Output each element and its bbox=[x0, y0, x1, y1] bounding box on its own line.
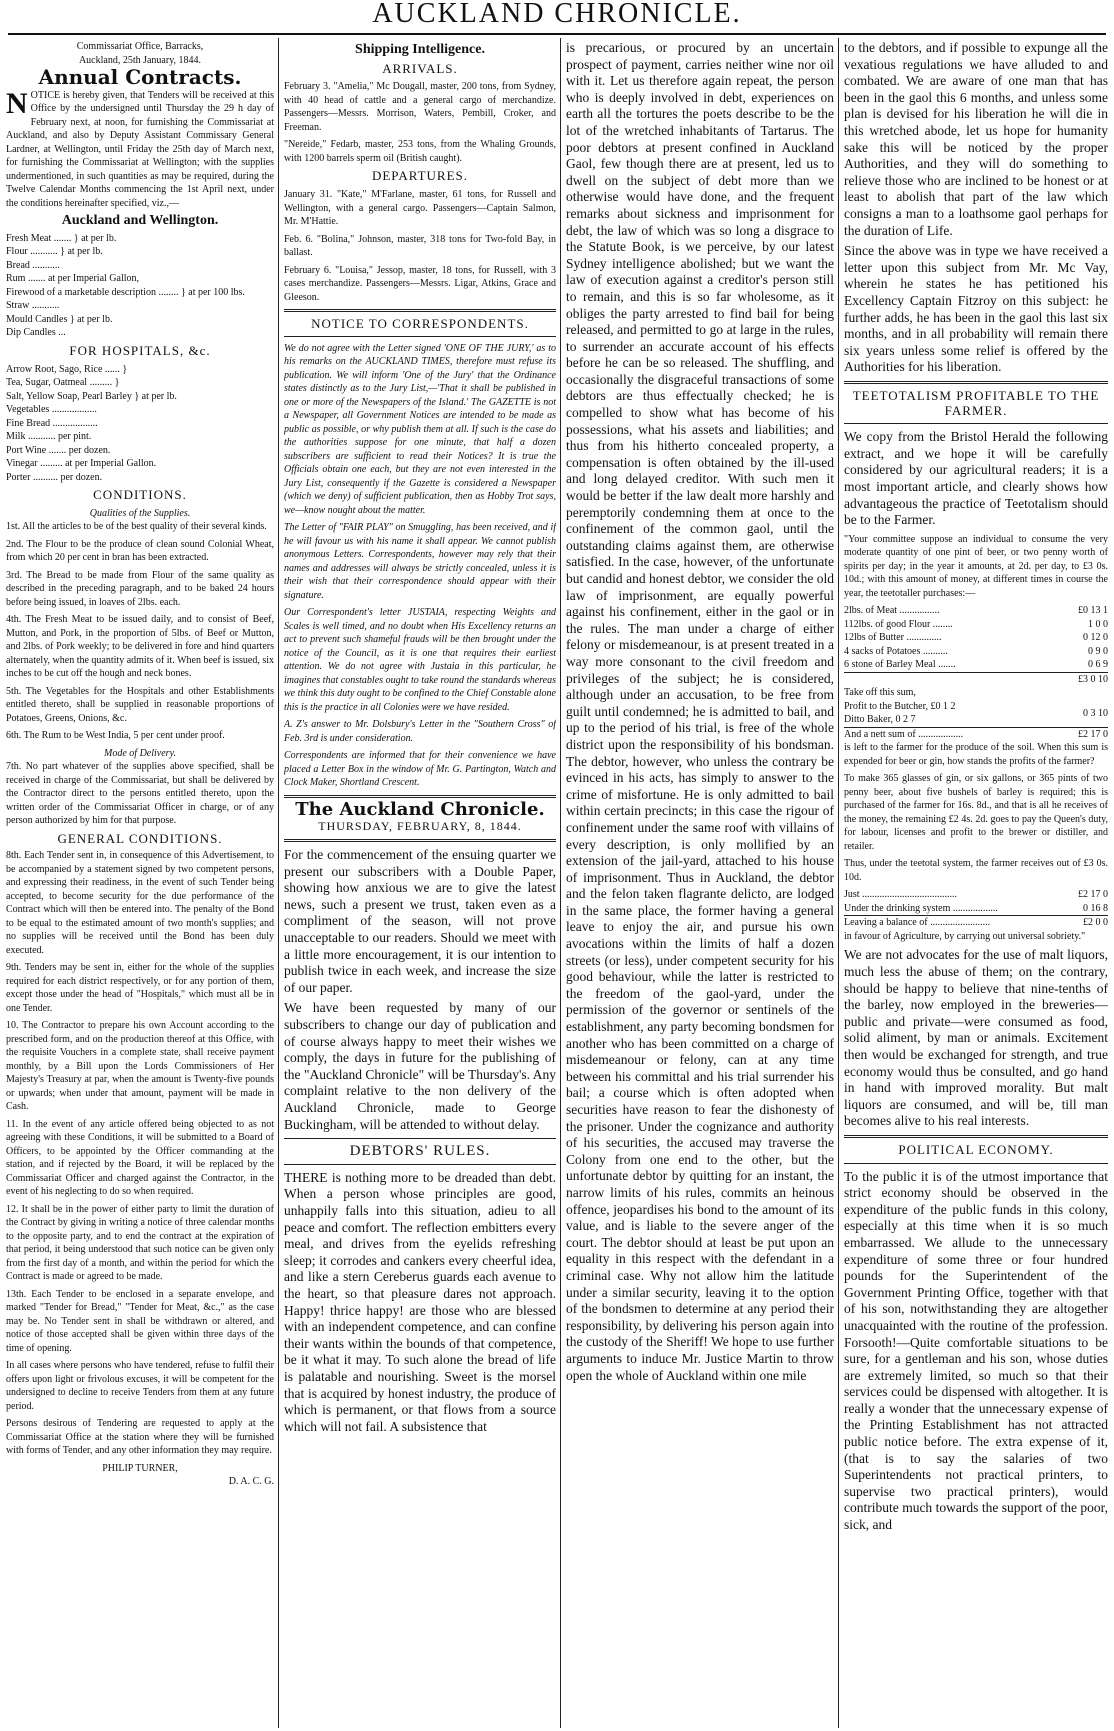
supply-item: Salt, Yellow Soap, Pearl Barley } at per lb. bbox=[6, 390, 177, 402]
purchase-row: 112lbs. of good Flour ........ 1 0 0 bbox=[844, 618, 1108, 630]
debtors-article: THERE is nothing more to be dreaded than debt. When a person whose principles are good, unhappily falls into this situation, adieu to all peace and comfort. The reflection embitters every meal, and drives from the eyelids refreshing sleep; it corrodes and cankers every cheerful idea, and like a stern Cereberus guards each avenue to the heart, so that pleasure dares not approach. Happy! thrice happy! are those who are blessed with an independent competence, and can confine their wants within the bounds of that competence, be it what it may. To such alone the bread of life is palatable and nourishing. Sweet is the morsel that is acquired by honest industry, the produce of which is permanent, or that flows from a source which will not fail. A subsistence that bbox=[284, 1169, 556, 1434]
purchase-table bbox=[844, 604, 1108, 741]
supply-list bbox=[6, 232, 274, 340]
section-divider bbox=[284, 336, 556, 337]
purchase-total: £3 0 10 bbox=[844, 672, 1108, 687]
column-divider bbox=[838, 38, 839, 1728]
purchase-row: 12lbs of Butter .............. 0 12 0 bbox=[844, 632, 1108, 644]
condition-item: 4th. The Fresh Meat to be issued daily, and to consist of Beef, Mutton, and Pork, in the proportion of 5lbs. of Beef or Mutton, and 2lbs. of Pork weekly; to be delivered in fore and hind quarters alternately, when the quantity admits of it. When beef is issued, six inches to be cut off the hough and neck bones. bbox=[6, 614, 274, 680]
supply-item: Firewood of a marketable description ........ } at per 100 lbs. bbox=[6, 286, 245, 298]
column-4 bbox=[844, 40, 1108, 1730]
section-divider bbox=[284, 839, 556, 842]
political-economy-text: To the public it is of the utmost importance that strict economy should be observed in the expenditure of the public funds in this colony, especially at this time when it is so much embarrassed. We allude to the unnecessary expenditure of some three or four hundred pounds for the Superintendent of the Government Printing Office, together with that of his son, notwithstanding they are altogether unacquainted with the routine of the profession. Forsooth!—Quite comfortable situations to be sure, for a gentleman and his son, whose duties are extremely limited, so much so that their services could be dispensed with altogether. It is really a wonder that the unnecessary expense of the Printing Establishment has not attracted public notice before. The extra expense of it, (that is to say the salaries of two Superintendents not practical printers, to supervise two practical printers), would contribute much towards the support of the poor, sick, and bbox=[844, 1168, 1108, 1533]
general-conditions-heading: GENERAL CONDITIONS. bbox=[57, 830, 223, 846]
teetotalism-text: in favour of Agriculture, by carrying out universal sobriety." bbox=[844, 930, 1086, 942]
section-divider bbox=[844, 381, 1108, 384]
purchase-row: 4 sacks of Potatoes .......... 0 9 0 bbox=[844, 645, 1108, 657]
supply-item: Straw ........... bbox=[6, 300, 60, 312]
debtors-article-end: to the debtors, and if possible to expunge all the vexatious regulations we have alluded to and combated. We are aware of one man that has been in the gaol this 6 months, and unless some plan is devised for his liberation he will die in this wretched abode, let us hope for humanity sake this will be noticed by the proper Authorities, and they will do something to relieve those who are inclined to be honest or at least to abolish that part of the law which consigns a man to a loathsome gaol perhaps for the duration of Life. bbox=[844, 40, 1108, 238]
teetotalism-heading: TEETOTALISM PROFITABLE TO THE FARMER. bbox=[852, 387, 1100, 418]
shipping-heading: Shipping Intelligence. bbox=[355, 42, 485, 57]
correspondent-notice: The Letter of "FAIR PLAY" on Smuggling, has been received, and if he will favour us with his name it shall appear. We cannot publish anonymous Letters. Correspondents, however may rely that their names and addresses will always be strictly concealed, unless it is their wish that their correspondence should appear with their signature. bbox=[284, 522, 556, 601]
paper-date: THURSDAY, FEBRUARY, 8, 1844. bbox=[318, 819, 522, 834]
butcher-baker-lines bbox=[844, 700, 1108, 727]
nett-line: And a nett sum of .................. £2 17 0 bbox=[844, 728, 1108, 740]
comparison-row: Leaving a balance of ........................ £2 0 0 bbox=[844, 917, 1108, 929]
teetotalism-text: Thus, under the teetotal system, the farmer receives out of £3 0s. 10d. bbox=[844, 858, 1108, 883]
supply-item: Mould Candles } at per lb. bbox=[6, 313, 113, 325]
general-condition-item: In all cases where persons who have tendered, refuse to fulfil their offers upon light or frivolous excuses, it will be competent for the undersigned to decline to receive Tenders from them at any future period. bbox=[6, 1360, 274, 1412]
mcvay-paragraph: Since the above was in type we have received a letter upon this subject from Mr. Mc Vay, wherein he states he has petitioned his Excellency Captain Fitzroy on this subject: he further adds, he has been in the gaol this last six months, and in all probability will remain there six years unless some relief is offered by the Authorities for his liberation. bbox=[844, 243, 1108, 375]
correspondent-notice: Correspondents are informed that for their convenience we have placed a Letter Box in the window of Mr. G. Partington, Watch and Clock Maker, Shortland Crescent. bbox=[284, 750, 556, 789]
section-divider bbox=[844, 423, 1108, 424]
supply-item: Milk ........... per pint. bbox=[6, 431, 92, 443]
general-condition-item: 11. In the event of any article offered being objected to as not agreeing with these Conditions, it will be submitted to a Board of Officers, to be appointed by the Officer commanding at the station, and if rejected by the Board, it will be replaced by the Commissariat Officer and charged against the Contractor, in the event of his neglecting to do so when required. bbox=[6, 1118, 274, 1198]
departure-entry: February 6. "Louisa," Jessop, master, 18 tons, for Russell, with 3 cases merchandize. Passengers—Messrs. Ligar, Atkins, Grace and Gleeson. bbox=[284, 264, 556, 303]
editorial-paragraph: We have been requested by many of our subscribers to change our day of publication and of course always happy to meet their wishes we comply, the days in future for the publishing of the "Auckland Chronicle" will be Thursday's. Any complaint relative to the non delivery of the Auckland Chronicle, made to George Buckingham, will be attended to without delay. bbox=[284, 1000, 556, 1132]
supply-item: Port Wine ....... per dozen. bbox=[6, 444, 111, 456]
column-1 bbox=[6, 40, 274, 1730]
supply-item: Bread ........... bbox=[6, 259, 60, 271]
dateline-2: Auckland, 25th January, 1844. bbox=[78, 54, 202, 66]
debtors-rules-heading: DEBTORS' RULES. bbox=[349, 1143, 491, 1160]
signer-title: D. A. C. G. bbox=[228, 1476, 274, 1488]
butcher-line: Profit to the Butcher, £0 1 2 bbox=[844, 700, 956, 712]
teetotalism-comment: We are not advocates for the use of malt liquors, much less the abuse of them; on the contrary, should be happy to believe that nine-tenths of the barley, now employed in the breweries—public and private—were consumed as food, solid aliment, by man or animals. Excitement then would be exchanged for strength, and true economy would thus be consulted, and go hand in hand with improved morality. But malt liquors are consumed, and will be, till man becomes alive to his real interests. bbox=[844, 947, 1108, 1129]
take-off-line: Take off this sum, bbox=[844, 687, 916, 699]
comparison-table bbox=[844, 888, 1108, 930]
column-3 bbox=[566, 40, 834, 1730]
supply-item: Vinegar ......... at per Imperial Gallon. bbox=[6, 458, 157, 470]
departures-heading: DEPARTURES. bbox=[371, 168, 469, 184]
hospital-supply-list bbox=[6, 363, 274, 485]
general-condition-item: 12. It shall be in the power of either party to limit the duration of the Contract by giving in writing a notice of three calendar months to the opposite party, and to end the contract at the expiration of that period, it being understood that such notice can be given only from the first day of a month, and within the period for which the Contract is made or agreed to be made. bbox=[6, 1203, 274, 1283]
condition-item: 5th. The Vegetables for the Hospitals and other Establishments entitled thereto, shall be supplied in reasonable proportions of Potatoes, Greens, Onions, &c. bbox=[6, 685, 274, 724]
supply-item: Fresh Meat ....... } at per lb. bbox=[6, 232, 117, 244]
column-divider bbox=[560, 38, 561, 1728]
section-divider bbox=[844, 1135, 1108, 1138]
departure-entry: January 31. "Kate," M'Farlane, master, 61 tons, for Russell and Wellington, with a general cargo. Passengers—Captain Salmon, Mr. M'Hattie. bbox=[284, 189, 556, 228]
debtors-article-continued: is precarious, or procured by an uncertain prospect of payment, carries neither wine nor oil with it. Let us therefore again repeat, the person who is deeply involved in debt, experiences on earth all the tortures the poets describe to be the lot of the wretched inhabitants of Tartarus. The poor debtors at present confined in Auckland Gaol, few though there are at present, led us to dwell on the subject of debt more than we otherwise would have done, and the frequent remarks about sickness and imprisonment for debt, the law of which was so long a disgrace to the Statute Book, is we perceive, by our latest Sydney intelligence abolished; but we want the law of execution against a creditor's person still to remain, and this is so far wholesome, as it obliges the party arrested to find bail for being released, and permitted to go at large in the rules, to surrender an accurate account of his effects before he can be so released. The shuffling, and occasionally the disgraceful transactions of some debtors are thus effectually checked; he is compelled to show what has become of his possessions, what his assets and liabilities; and thus from his hitherto concealed property, a compensation is often obtained by the ill-used and long delayed creditor. With such men it would be better if the law dealt more harshly and peremptorily condemning them at once to the confinement of the common gaol, until the outstanding claims against them, are otherwise satisfied. In the case, however, of the unfortunate but candid and honest debtor, we consider the old law of imprisonment, are equally powerful against his confinement, either in the gaol or in the rules. The man under a charge of either felony or misdemeanour, is at present treated in a way more consonant to the civil freedom and privileges of the subject; he is considered, although under an accusation, to be free from guilt until condemned; he is admitted to bail, and up to the period of his trial, is free of the whole district upon the responsibility of his bondsman. The debtor, however, who unless the contrary be evinced in his acts, has simply to answer to the crime of misfortune. He is only admitted to bail within certain precincts; in this case the rigour of confinement under the same roof with villains of every description, is only mollified by an extension of the jail-yard, attached to his house of imprisonment. Thus in Auckland, the debtor and the felon taken flagrante delicto, are lodged in the same place, the former having a general leave to enjoy the air, and pursue his own avocations within the limits of half a dozen streets (or less), under competent security for his good behaviour, while the latter is restricted to the freedom of the gaol-yard, under the permission of the governor or sentinels of the establishment, any party becoming bondsmen for another who has been committed on a charge of misdemeanour or felony, can at any time between his committal and his trial surrender his bail; a course which is often adopted when securities have reason to fear the dishonesty of the prisoner. Under the cognizance and authority of his securities, the accused may traverse the Colony from one end to the other, but the unfortunate debtor by quitting for an instant, the narrow limits of his rules, commits an heinous offence, jeopardises his bond to the amount of its value, and is liable to the severe anger of the court. The debtor should at least be put upon an equality in this respect with the defendant in a criminal case. Why not allow him the latitude under a similar security, leaving it to the option of the bondsmen to determine at any period their responsibility, by delivering his person again into the custody of the Sheriff! We hope to use further arguments to induce Mr. Justice Martin to throw open the whole of Auckland within one mile bbox=[566, 40, 834, 1383]
supply-item: Vegetables .................. bbox=[6, 404, 97, 416]
butcher-baker-total: 0 3 10 bbox=[1083, 707, 1108, 719]
baker-line: Ditto Baker, 0 2 7 bbox=[844, 714, 916, 726]
departure-entry: Feb. 6. "Bolina," Johnson, master, 318 tons for Two-fold Bay, in ballast. bbox=[284, 233, 556, 259]
condition-item: 7th. No part whatever of the supplies above specified, shall be received in charge of the Commissariat, but shall be delivered by the Contractor direct to the persons entitled thereto, upon the written order of the Commissariat Officer in charge, or of any person authorized by him for that purpose. bbox=[6, 761, 274, 827]
column-2 bbox=[284, 40, 556, 1730]
supply-item: Dip Candles ... bbox=[6, 327, 66, 339]
correspondent-notice: Our Correspondent's letter JUSTAIA, respecting Weights and Scales is well timed, and no doubt when His Excellency returns an act to prevent such shameful frauds will be then brought under the notice of the Council, as it is one that requires their earliest attention. We do not agree with Justaia in this particular, he imagines that constables ought to take round the standards whereas we think this duty ought to be confined to the Chief Constable alone this is the practice in all Colonies were we have resided. bbox=[284, 607, 556, 713]
section-divider bbox=[284, 1138, 556, 1139]
purchase-row: 6 stone of Barley Meal ....... 0 6 9 bbox=[844, 659, 1108, 671]
masthead-rule bbox=[8, 33, 1106, 35]
annual-contracts-heading: Annual Contracts. bbox=[38, 65, 242, 89]
editorial-paragraph: For the commencement of the ensuing quarter we present our subscribers with a Double Paper, showing how anxious we are to give the latest news, such a present we trust, taken even as a compliment of the season, will not prove unacceptable to our readers. Should we meet with a little more encouragement, it is our intention to publish twice in each week, and increase the size of our paper. bbox=[284, 847, 556, 995]
signer-name: PHILIP TURNER, bbox=[102, 1462, 178, 1474]
condition-item: 3rd. The Bread to be made from Flour of the same quality as described in the preceding paragraph, and to be baked 24 hours before being issued, in loaves of 2lbs. each. bbox=[6, 569, 274, 608]
condition-item: 2nd. The Flour to be the produce of clean sound Colonial Wheat, from which 20 per cent in bran has been extracted. bbox=[6, 538, 274, 564]
correspondent-notice: A. Z's answer to Mr. Dolsbury's Letter in the "Southern Cross" of Feb. 3rd is under consideration. bbox=[284, 719, 556, 744]
section-divider bbox=[844, 1163, 1108, 1164]
teetotalism-text: To make 365 glasses of gin, or six gallons, or 365 pints of two penny beer, about five bushels of barley is required; this is purchased of the farmer for 16s. 8d., and that is all he receives of the money, the remaining £2 4s. 2d. goes to pay the Queen's duty, for labour, licenses and profit to the brewer or distiller, and retailer. bbox=[844, 773, 1108, 852]
conditions-heading: CONDITIONS. bbox=[93, 487, 187, 503]
supply-item: Flour ........... } at per lb. bbox=[6, 246, 103, 258]
teetotalism-text: is left to the farmer for the produce of the soil. When this sum is expended for beer or gin, how stands the profits of the farmer? bbox=[844, 742, 1108, 767]
general-condition-item: 10. The Contractor to prepare his own Account according to the prescribed form, and on the production thereof at this Office, with the requisite Vouchers in a complete state, shall receive payment monthly, by a Bill upon the Lords Commissioners of Her Majesty's Treasury at par, when the amount is Twenty-five pounds or upwards; when under that amount, payment will be made in Cash. bbox=[6, 1020, 274, 1113]
general-condition-item: 9th. Tenders may be sent in, either for the whole of the supplies required for each district respectively, or for any portion of them, except those under the head of "Hospitals," which must all be in one Tender. bbox=[6, 962, 274, 1014]
paper-title: The Auckland Chronicle. bbox=[295, 798, 545, 820]
condition-item: 6th. The Rum to be West India, 5 per cent under proof. bbox=[6, 730, 225, 742]
arrival-entry: "Nereide," Fedarb, master, 253 tons, from the Whaling Grounds, with 1200 barrels sperm oil (British caught). bbox=[284, 139, 556, 164]
arrival-entry: February 3. "Amelia," Mc Dougall, master, 200 tons, from Sydney, with 40 head of cattle and a general cargo of merchandize. Passengers—Messrs. Morrison, Waters, Pembill, Croker, and Freeman. bbox=[284, 81, 556, 133]
arrivals-heading: ARRIVALS. bbox=[382, 60, 458, 76]
comparison-row: Just ...................................... £2 17 0 bbox=[844, 889, 1108, 901]
general-condition-item: 13th. Each Tender to be enclosed in a separate envelope, and marked "Tender for Bread," "Tender for Meat, &c.," as the case may be. No Tender sent in shall be withdrawn or altered, and notice of those accepted shall be given within three days of the time of opening. bbox=[6, 1288, 274, 1354]
hospitals-heading: FOR HOSPITALS, &c. bbox=[69, 342, 211, 358]
drop-cap: N bbox=[6, 86, 28, 120]
purchase-row: 2lbs. of Meat ................ £0 13 1 bbox=[844, 605, 1108, 617]
correspondent-notice: We do not agree with the Letter signed 'ONE OF THE JURY,' as to his remarks on the AUCKLAND TIMES, therefore must refuse its publication. We will inform 'One of the Jury' that the Ordinance states distinctly as to the Jury List,—'That it shall be published in one or more of the Newspapers of the Island.' The GAZETTE is not a Newspaper, all Government Notices are intended to be made as public as possible, or why publish them at all. If such is the case do the authorities suppose for one minute, that half a dozen subscribers are sufficient to read their Notices? It is true the Officials obtain one each, but they are not even interested in the Jury List, consequently if the Gazette is considered a Newspaper (which we deny) of sufficient publication, then as Hobby Trot says, we—know nought about the matter. bbox=[284, 342, 556, 516]
teetotalism-quote: "Your committee suppose an individual to consume the very moderate quantity of one pint of beer, or two penny worth of spirits per day; in the year it amounts, at 2d. per day, to £3 0s. 10d.; with this amount of money, at different times in course the year, the teetotaller purchases:— bbox=[844, 533, 1108, 599]
tender-notice: OTICE is hereby given, that Tenders will be received at this Office by the undersigned until Thursday the 29 h day of February next, at noon, for furnishing the Commissariat at Auckland, and also by Deputy Assistant Commissary General Lardner, at Wellington, until Friday the 25th day of March next, for furnishing the Commissariat at Wellington; with the supplies undermentioned, in such quantities as may be required, during the Twelve Calendar Months commencing the 1st April next, under the conditions hereinafter specified, viz.,— bbox=[6, 89, 274, 209]
condition-item: 1st. All the articles to be of the best quality of their several kinds. bbox=[6, 521, 267, 533]
correspondents-heading: NOTICE TO CORRESPONDENTS. bbox=[311, 316, 529, 332]
masthead bbox=[0, 0, 1114, 34]
teetotalism-intro: We copy from the Bristol Herald the following extract, and we hope it will be carefully considered by our agricultural readers; it is a most important article, and clearly shows how advantageous the practice of Teetotalism should be to the Farmer. bbox=[844, 429, 1108, 528]
supply-item: Porter .......... per dozen. bbox=[6, 471, 103, 483]
supply-item: Arrow Root, Sago, Rice ...... } bbox=[6, 363, 128, 375]
political-economy-heading: POLITICAL ECONOMY. bbox=[898, 1141, 1054, 1157]
supply-item: Tea, Sugar, Oatmeal ......... } bbox=[6, 377, 120, 389]
qualities-heading: Qualities of the Supplies. bbox=[89, 507, 191, 519]
section-divider bbox=[284, 309, 556, 312]
section-divider bbox=[284, 1164, 556, 1165]
supply-item: Fine Bread .................. bbox=[6, 417, 98, 429]
general-condition-item: Persons desirous of Tendering are requested to apply at the Commissariat Office at the station where they will be furnished with forms of Tender, and any other information they may require. bbox=[6, 1418, 274, 1457]
supply-item: Rum ....... at per Imperial Gallon, bbox=[6, 273, 140, 285]
mode-of-delivery-heading: Mode of Delivery. bbox=[104, 747, 176, 759]
dateline-1: Commissariat Office, Barracks, bbox=[76, 41, 204, 52]
comparison-row: Under the drinking system .................. 0 16 8 bbox=[844, 902, 1108, 914]
auckland-wellington-heading: Auckland and Wellington. bbox=[61, 213, 219, 229]
column-divider bbox=[278, 38, 279, 1728]
section-divider bbox=[284, 795, 556, 798]
general-condition-item: 8th. Each Tender sent in, in consequence of this Advertisement, to be accompanied by a statement signed by two competent persons, and expressing their readiness, in the event of such Tender being accepted, to become security for the due performance of the Contract which will then be entered into. The penalty of the Bond to be equal to the estimated amount of two month's supplies; and no supplies will be received until the Bond has been duly executed. bbox=[6, 850, 274, 956]
masthead-title: AUCKLAND CHRONICLE. bbox=[372, 0, 742, 29]
